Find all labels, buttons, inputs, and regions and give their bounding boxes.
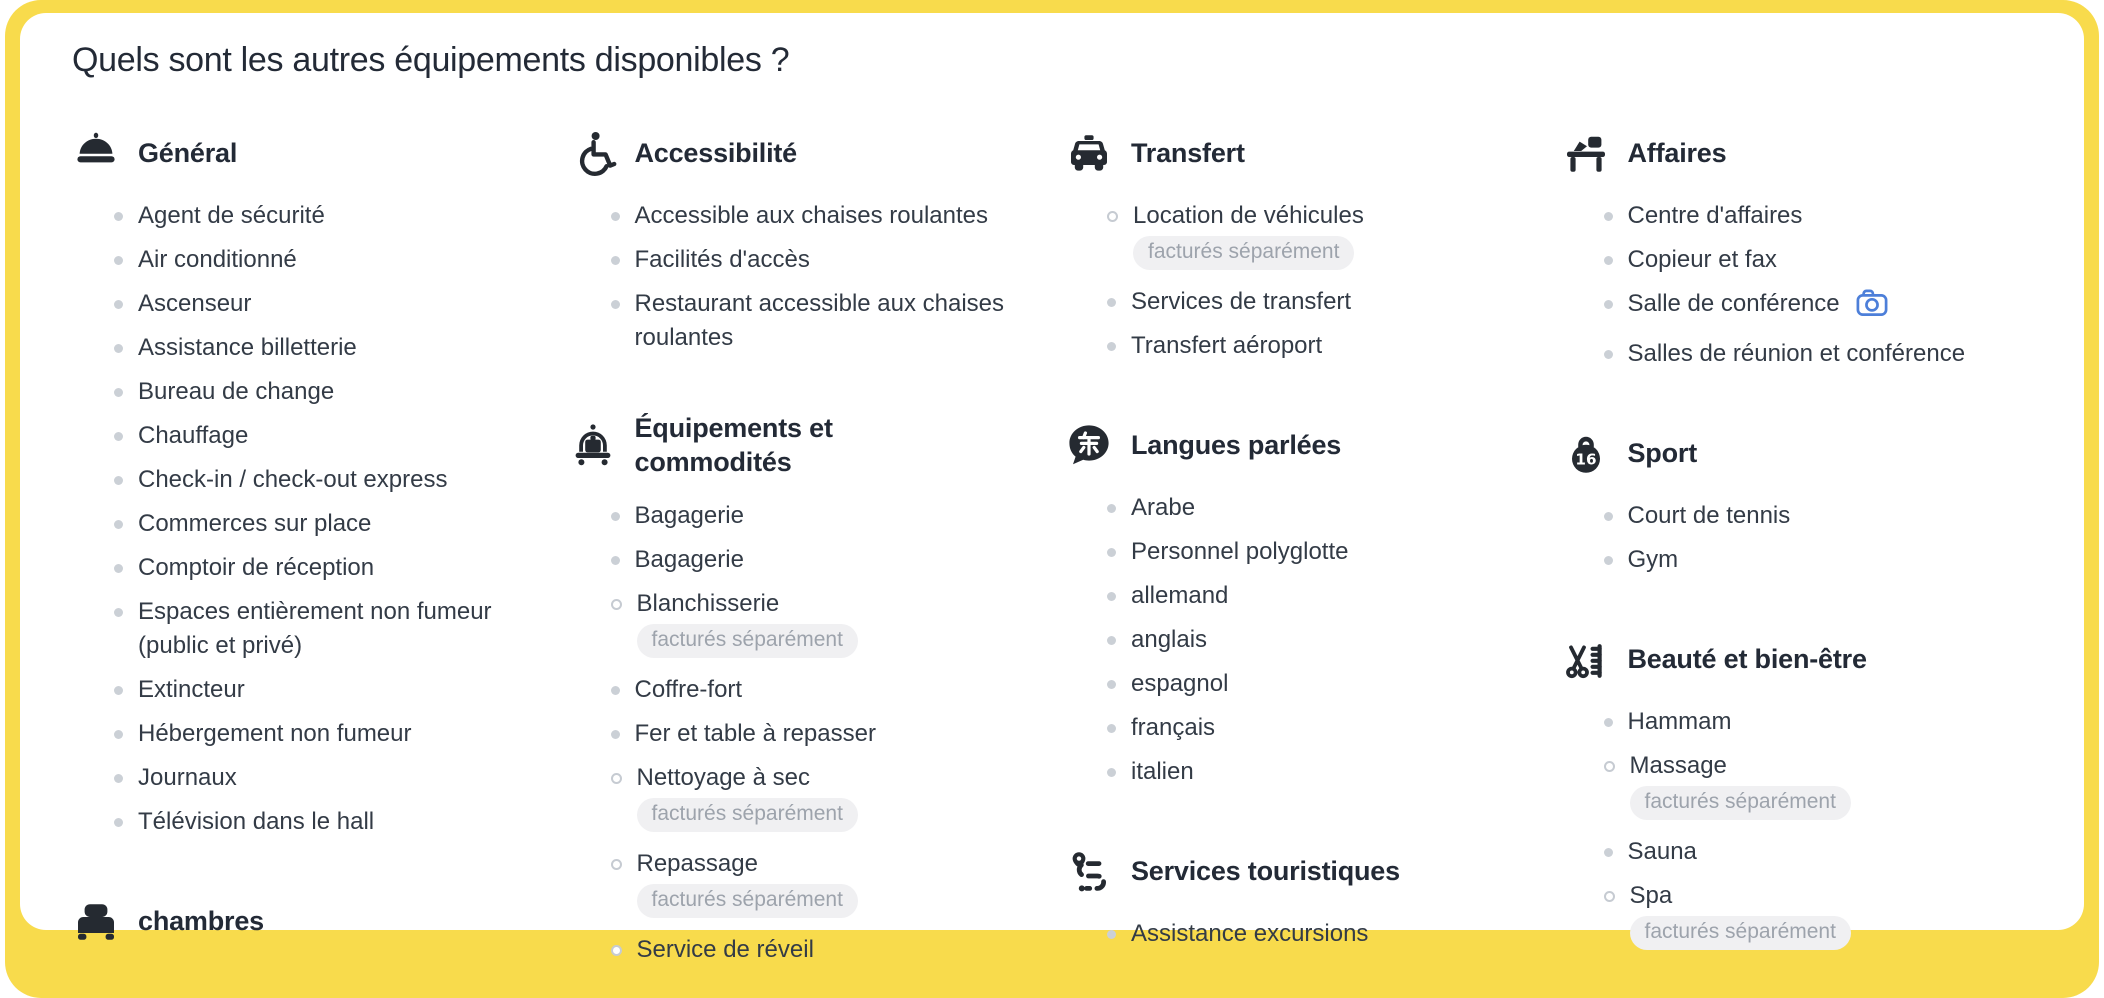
section-equipements [567, 411, 1036, 967]
bullet-dot [611, 945, 622, 956]
bullet-dot [611, 556, 620, 565]
bullet-dot [114, 256, 123, 265]
amenity-item [114, 331, 539, 365]
amenity-list [1063, 491, 1532, 789]
amenity-label: Hébergement non fumeur [138, 720, 412, 747]
amenity-item [1604, 499, 2029, 533]
section-title: Transfert [1131, 138, 1245, 168]
amenity-label: Personnel polyglotte [1131, 538, 1349, 565]
luggage-cart-icon [567, 419, 619, 471]
amenity-item [1107, 755, 1532, 789]
amenity-label: Repassage [636, 850, 758, 877]
bullet-dot [1107, 504, 1116, 513]
amenity-item [1604, 705, 2029, 739]
section-title: Équipements et commodités [634, 413, 833, 477]
amenity-label: Salle de conférence [1627, 290, 1840, 317]
extra-charge-badge: facturés séparément [1630, 916, 1851, 950]
amenity-label: Assistance excursions [1131, 920, 1369, 947]
bullet-dot [114, 476, 123, 485]
amenity-item [611, 717, 1036, 751]
amenity-item [114, 507, 539, 541]
section-affaires [1560, 127, 2029, 371]
bullet-dot [114, 388, 123, 397]
bullet-dot [1107, 636, 1116, 645]
bullet-dot [114, 300, 123, 309]
amenity-label: Services de transfert [1131, 288, 1352, 315]
section-title: Beauté et bien-être [1627, 644, 1867, 674]
bullet-dot [114, 344, 123, 353]
section-header [1063, 845, 1532, 897]
amenity-label: français [1131, 714, 1216, 741]
amenity-label: italien [1131, 758, 1194, 785]
amenity-label: Bureau de change [138, 378, 335, 405]
amenity-list [70, 199, 539, 839]
bullet-dot [1107, 342, 1116, 351]
section-title: chambres [138, 906, 264, 936]
amenity-label: Hammam [1627, 708, 1732, 735]
amenity-item [1107, 491, 1532, 525]
section-title: Accessibilité [634, 138, 797, 168]
bullet-dot [114, 608, 123, 617]
section-accessibilite [567, 127, 1036, 355]
section-services-touristiques [1063, 845, 1532, 951]
amenity-label: Gym [1627, 546, 1679, 573]
bullet-dot [1107, 724, 1116, 733]
amenity-label: Comptoir de réception [138, 554, 375, 581]
bullet-dot [1604, 556, 1613, 565]
language-bubble-icon [1063, 419, 1115, 471]
amenity-label: Centre d'affaires [1627, 202, 1803, 229]
amenity-item [1604, 749, 2029, 825]
bullet-dot [611, 512, 620, 521]
amenity-item [1107, 917, 1532, 951]
amenity-label: anglais [1131, 626, 1208, 653]
amenity-list [567, 499, 1036, 967]
amenity-item [611, 199, 1036, 233]
amenity-label: Accessible aux chaises roulantes [634, 202, 989, 229]
bullet-dot [611, 686, 620, 695]
amenity-item [1604, 287, 2029, 327]
column-2 [567, 127, 1036, 977]
bullet-dot [1107, 680, 1116, 689]
amenity-item [611, 933, 1036, 967]
amenity-label: Bagagerie [634, 546, 744, 573]
amenity-item [114, 463, 539, 497]
section-title: Services touristiques [1131, 856, 1400, 886]
amenity-label: Service de réveil [636, 936, 814, 963]
section-langues [1063, 419, 1532, 789]
bullet-dot [1604, 891, 1615, 902]
column-1 [70, 127, 539, 947]
bullet-dot [114, 774, 123, 783]
amenity-label: Nettoyage à sec [636, 764, 810, 791]
amenity-item [114, 199, 539, 233]
column-4 [1560, 127, 2029, 965]
amenity-label: Commerces sur place [138, 510, 372, 537]
bullet-dot [114, 432, 123, 441]
amenity-label: Check-in / check-out express [138, 466, 448, 493]
amenity-label: Bagagerie [634, 502, 744, 529]
amenity-label: Espaces entièrement non fumeur (public et privé) [138, 598, 492, 659]
amenity-item [1604, 243, 2029, 277]
business-desk-icon [1560, 127, 1612, 179]
bullet-dot [611, 256, 620, 265]
amenity-label: Télévision dans le hall [138, 808, 375, 835]
amenity-label: Coffre-fort [634, 676, 743, 703]
amenity-item [1107, 535, 1532, 569]
amenity-label: Salles de réunion et conférence [1627, 340, 1966, 367]
amenity-label: Arabe [1131, 494, 1196, 521]
bullet-dot [1604, 761, 1615, 772]
bullet-dot [114, 520, 123, 529]
amenity-item [611, 587, 1036, 663]
amenity-label: Massage [1629, 752, 1727, 779]
amenity-label: Copieur et fax [1627, 246, 1777, 273]
amenity-label: Fer et table à repasser [634, 720, 876, 747]
section-header [70, 127, 539, 179]
section-header [567, 411, 1036, 479]
section-title: Langues parlées [1131, 430, 1342, 460]
amenity-label: Journaux [138, 764, 237, 791]
beauty-icon [1560, 633, 1612, 685]
bullet-dot [114, 686, 123, 695]
extra-charge-badge: facturés séparément [637, 884, 858, 918]
amenity-item [1107, 199, 1532, 275]
amenity-item [1604, 337, 2029, 371]
amenity-list [1560, 499, 2029, 577]
bullet-dot [611, 599, 622, 610]
amenity-list [1560, 199, 2029, 371]
amenity-label: Location de véhicules [1133, 202, 1364, 229]
amenity-label: Court de tennis [1627, 502, 1791, 529]
tour-route-icon [1063, 845, 1115, 897]
amenity-item [114, 761, 539, 795]
section-header [1560, 127, 2029, 179]
kettlebell-number: 16 [1574, 450, 1597, 469]
amenity-label: espagnol [1131, 670, 1229, 697]
amenity-label: Transfert aéroport [1131, 332, 1323, 359]
camera-icon[interactable] [1854, 287, 1890, 327]
extra-charge-badge: facturés séparément [1133, 236, 1354, 270]
amenities-card [20, 13, 2084, 963]
amenity-item [114, 717, 539, 751]
amenities-grid [70, 127, 2028, 977]
section-header [1063, 419, 1532, 471]
amenity-label: Ascenseur [138, 290, 252, 317]
amenity-label: allemand [1131, 582, 1229, 609]
amenity-label: Air conditionné [138, 246, 297, 273]
amenity-item [114, 375, 539, 409]
bed-icon [70, 895, 122, 947]
bell-icon [70, 127, 122, 179]
amenity-label: Agent de sécurité [138, 202, 325, 229]
amenity-label: Extincteur [138, 676, 245, 703]
bullet-dot [114, 212, 123, 221]
amenity-label: Sauna [1627, 838, 1697, 865]
section-beaute [1560, 633, 2029, 955]
section-header [567, 127, 1036, 179]
bullet-dot [1604, 350, 1613, 359]
bullet-dot [1107, 548, 1116, 557]
amenity-item [1604, 199, 2029, 233]
bullet-dot [1604, 212, 1613, 221]
amenity-item [1107, 329, 1532, 363]
bullet-dot [1604, 300, 1613, 309]
section-header [70, 895, 539, 947]
extra-charge-badge: facturés séparément [637, 798, 858, 832]
amenity-label: Facilités d'accès [634, 246, 810, 273]
amenity-item [114, 287, 539, 321]
section-header [1560, 427, 2029, 479]
amenity-item [611, 673, 1036, 707]
amenity-label: Spa [1629, 882, 1673, 909]
section-transfert [1063, 127, 1532, 363]
bullet-dot [1107, 768, 1116, 777]
extra-charge-badge: facturés séparément [637, 624, 858, 658]
amenity-item [114, 243, 539, 277]
bullet-dot [114, 818, 123, 827]
taxi-icon [1063, 127, 1115, 179]
amenity-item [1604, 543, 2029, 577]
section-title: Sport [1627, 438, 1697, 468]
column-3 [1063, 127, 1532, 961]
amenity-label: Blanchisserie [636, 590, 780, 617]
amenity-list [1560, 705, 2029, 955]
section-header [1063, 127, 1532, 179]
amenity-item [1107, 285, 1532, 319]
bullet-dot [1604, 256, 1613, 265]
amenity-item [114, 551, 539, 585]
amenity-item [611, 243, 1036, 277]
amenity-list [567, 199, 1036, 355]
bullet-dot [611, 212, 620, 221]
section-title: Général [138, 138, 238, 168]
amenity-item [114, 595, 539, 663]
amenity-item [1107, 711, 1532, 745]
bullet-dot [1107, 211, 1118, 222]
bullet-dot [1604, 718, 1613, 727]
amenity-item [1604, 879, 2029, 955]
bullet-dot [114, 564, 123, 573]
kettlebell-icon [1560, 427, 1612, 479]
bullet-dot [1604, 512, 1613, 521]
amenity-item [1107, 579, 1532, 613]
bullet-dot [1107, 592, 1116, 601]
section-title: Affaires [1627, 138, 1727, 168]
bullet-dot [611, 859, 622, 870]
amenity-label: Restaurant accessible aux chaises roulantes [634, 290, 1005, 351]
bullet-dot [1107, 298, 1116, 307]
amenity-item [1107, 667, 1532, 701]
wheelchair-icon [567, 127, 619, 179]
amenity-item [1107, 623, 1532, 657]
bullet-dot [611, 773, 622, 784]
amenity-item [611, 287, 1036, 355]
section-header [1560, 633, 2029, 685]
amenity-item [611, 543, 1036, 577]
bullet-dot [114, 730, 123, 739]
amenity-list [1063, 917, 1532, 951]
section-chambres [70, 895, 539, 947]
bullet-dot [1604, 848, 1613, 857]
amenity-label: Chauffage [138, 422, 249, 449]
amenity-item [114, 419, 539, 453]
amenity-item [611, 761, 1036, 837]
page-title: Quels sont les autres équipements disponibles ? [72, 41, 790, 79]
amenity-item [611, 499, 1036, 533]
section-sport [1560, 427, 2029, 577]
amenity-item [114, 673, 539, 707]
extra-charge-badge: facturés séparément [1630, 786, 1851, 820]
bullet-dot [611, 730, 620, 739]
amenity-item [1604, 835, 2029, 869]
bullet-dot [1107, 930, 1116, 939]
amenity-label: Assistance billetterie [138, 334, 357, 361]
bullet-dot [611, 300, 620, 309]
amenity-item [114, 805, 539, 839]
amenity-list [1063, 199, 1532, 363]
section-general [70, 127, 539, 839]
amenity-item [611, 847, 1036, 923]
